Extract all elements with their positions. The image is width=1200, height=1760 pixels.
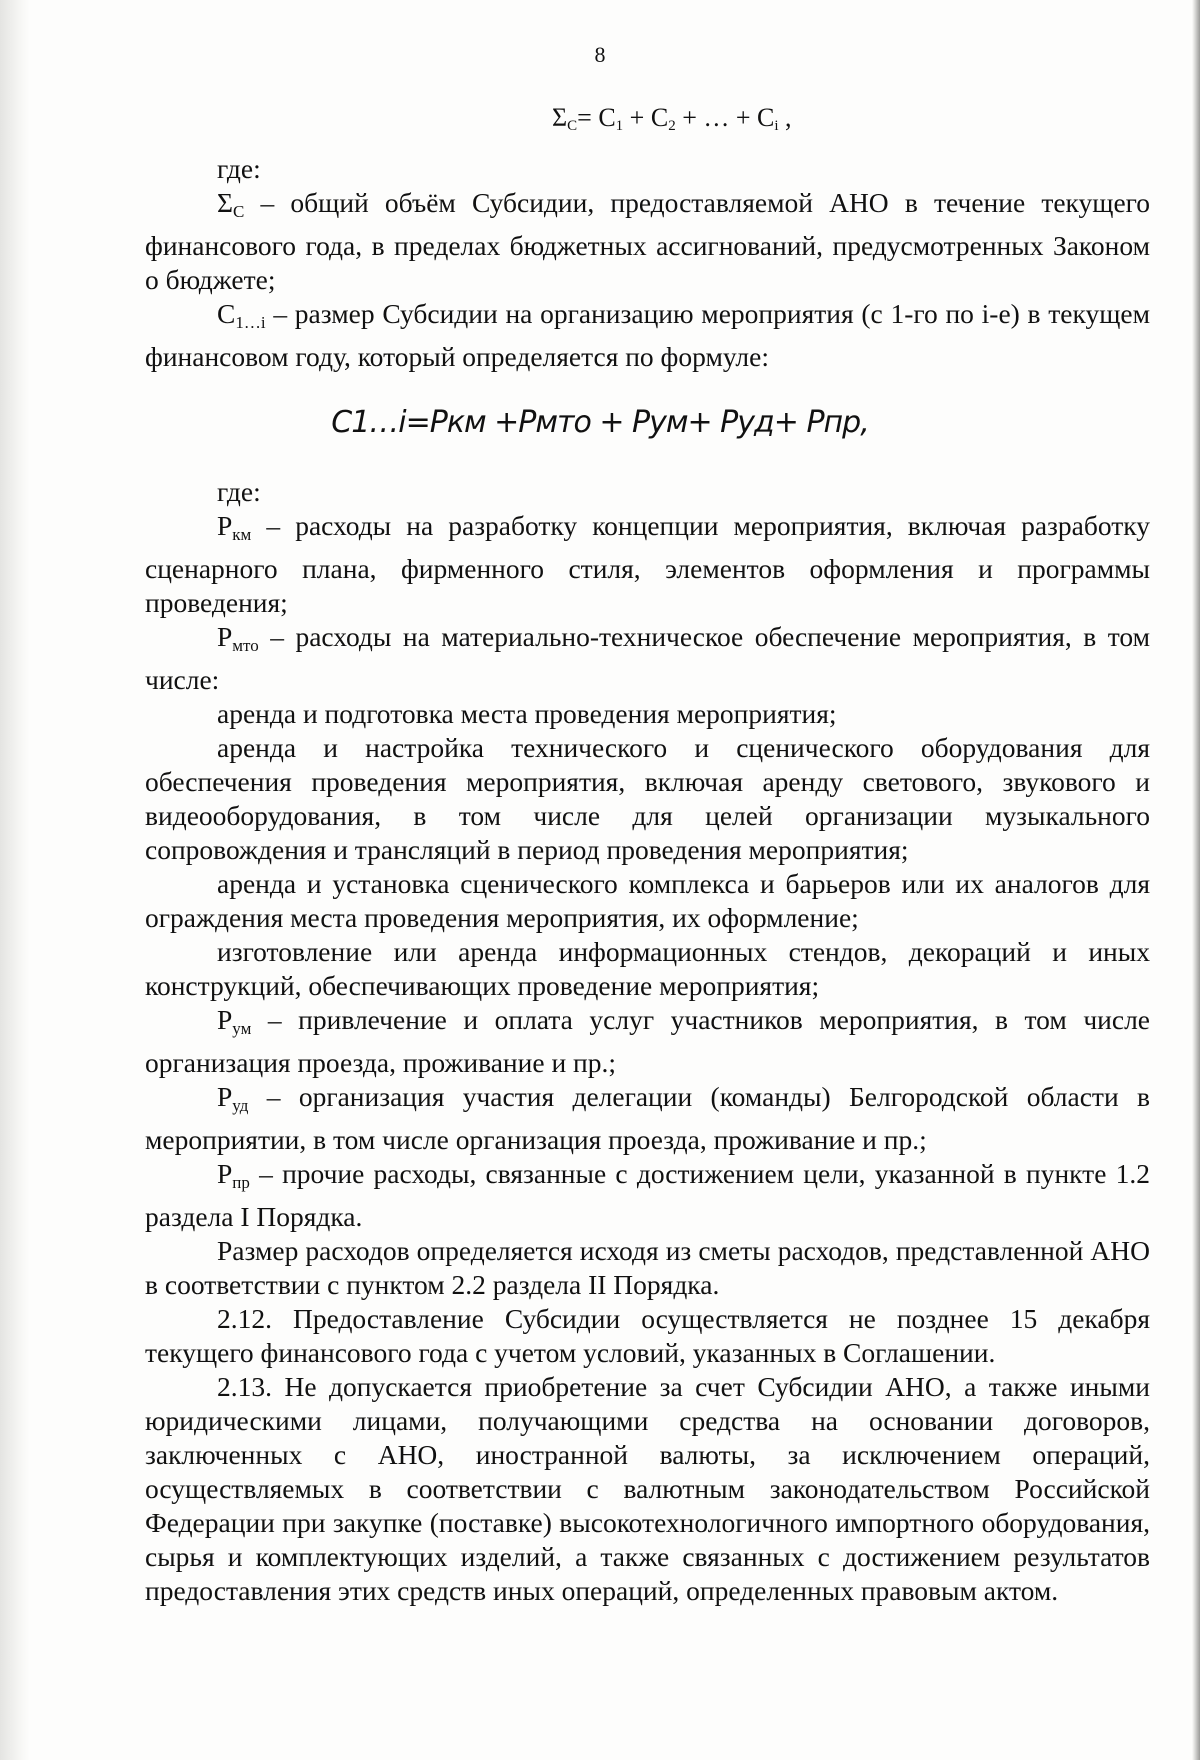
paragraph-2-13: 2.13. Не допускается приобретение за счет Субсидии АНО, а также иными юридическими лицами, получающими средства на основании договоров, заключенных с АНО, иностранной валюты, за исключением операций, осуществляемых в соответствии с валютным законодательством Российской Федерации при закупке (поставке) высокотехнологичного импортного оборудования, сырья и комплектующих изделий, а также связанных с достижением результатов предоставления этих средств иных операций, определенных правовым актом.: [145, 1371, 1150, 1606]
definition-km: $Р_{км}$ – расходы на разработку концепции мероприятия, включая разработку сценарного плана, фирменного стиля, элементов оформления и программы проведения;: [145, 510, 1150, 618]
formula-total-subsidy: $\Sigma_C= C_1 + C_2$ + … + $C_i$ ,: [552, 103, 792, 134]
definition-sigma: $\Sigma_С$ – общий объём Субсидии, предоставляемой АНО в течение текущего финансового года, в пределах бюджетных ассигнований, предусмотренных Законом о бюджете;: [145, 187, 1150, 295]
where-label: где:: [217, 153, 261, 184]
mto-item-1: аренда и подготовка места проведения мероприятия;: [217, 698, 837, 729]
where-label-2: где:: [217, 476, 261, 507]
paragraph-2-12: 2.12. Предоставление Субсидии осуществляется не позднее 15 декабря текущего финансового года с учетом условий, указанных в Соглашении.: [145, 1303, 1150, 1368]
definitions-block-2: [145, 475, 1150, 1608]
formula-event-subsidy: С1…i=Ркм +Рмто + Рум+ Руд+ Рпр,: [331, 405, 869, 440]
mto-item-2: аренда и настройка технического и сценического оборудования для обеспечения проведения мероприятия, включая аренду светового, звукового и видеооборудования, в том числе для целей организации музыкального сопровождения и трансляций в период проведения мероприятия;: [145, 732, 1150, 865]
scan-edge-right: [1192, 0, 1200, 1760]
definition-mto: $Р_{мто}$ – расходы на материально-техническое обеспечение мероприятия, в том числе:: [145, 621, 1150, 695]
mto-item-3: аренда и установка сценического комплекса и барьеров или их аналогов для ограждения места проведения мероприятия, их оформление;: [145, 868, 1150, 933]
definition-ud: $Р_{уд}$ – организация участия делегации (команды) Белгородской области в мероприятии, в том числе организация проезда, проживание и пр.;: [145, 1081, 1150, 1155]
mto-item-4: изготовление или аренда информационных стендов, декораций и иных конструкций, обеспечивающих проведение мероприятия;: [145, 936, 1150, 1001]
definition-pr: $Р_{пр}$ – прочие расходы, связанные с достижением цели, указанной в пункте 1.2 раздела I Порядка.: [145, 1158, 1150, 1232]
paragraph-expense-size: Размер расходов определяется исходя из сметы расходов, представленной АНО в соответствии с пунктом 2.2 раздела II Порядка.: [145, 1235, 1150, 1300]
page-number: 8: [594, 42, 606, 67]
definitions-block-1: [145, 152, 1150, 374]
definition-um: $Р_{ум}$ – привлечение и оплата услуг участников мероприятия, в том числе организация проезда, проживание и пр.;: [145, 1004, 1150, 1078]
scan-edge-left: [0, 0, 30, 1760]
definition-c: $С_{1\dots i}$ – размер Субсидии на организацию мероприятия (с 1-го по i-е) в текущем финансовом году, который определяется по формуле:: [145, 298, 1150, 372]
